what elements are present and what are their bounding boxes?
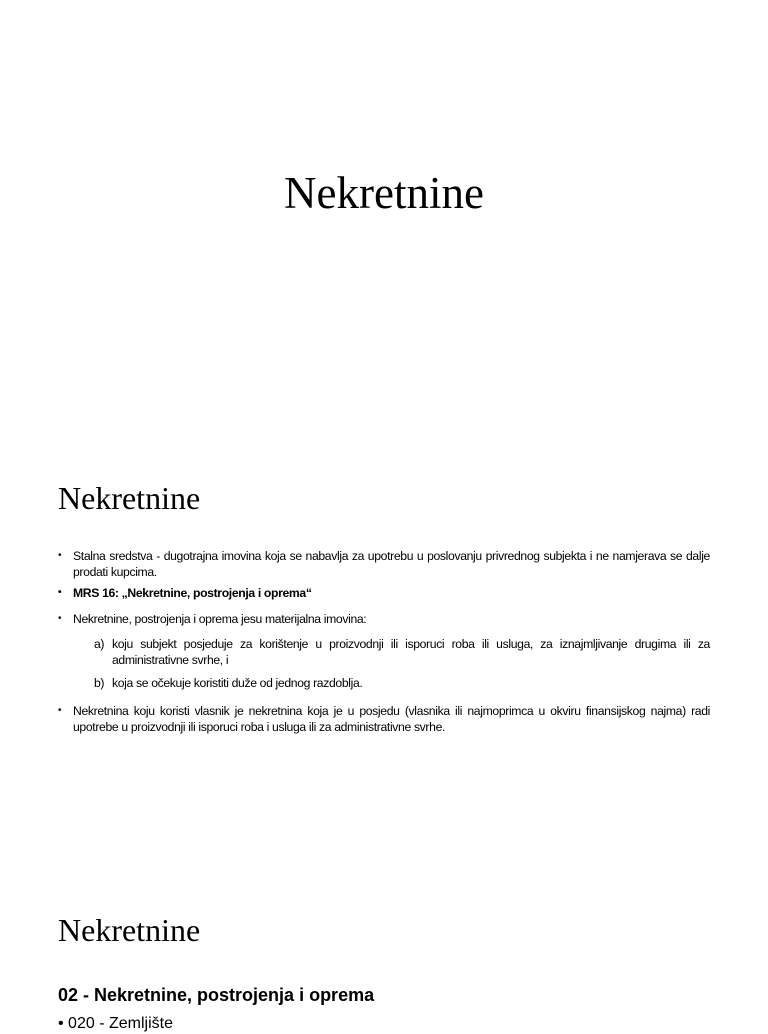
bullet-dot-icon: • [58,550,62,561]
item-letter: a) [94,637,105,651]
content-slide-partial [0,864,768,1032]
section-title: 02 - Nekretnine, postrojenja i oprema [58,985,375,1005]
item-text: koja se očekuje koristiti duže od jednog razdoblja. [112,676,363,690]
bullet-text: Nekretnina koju koristi vlasnik je nekretnina koja je u posjedu (vlasnika ili najmoprimca u okviru finansijskog najma) radi upotrebe u proizvodnji ili isporuci roba i usluga ili za administrativne svrhe. [73,704,710,734]
slide-body [58,548,710,735]
lettered-list [58,636,710,691]
lettered-item [94,675,710,691]
slide-title: Nekretnine [284,168,484,218]
bullet-text: MRS 16: „Nekretnine, postrojenja i oprema“ [73,586,312,600]
title-slide [0,0,768,432]
content-slide [0,432,768,864]
bullet-item [58,611,710,627]
bullet-item [58,703,710,735]
item-letter: b) [94,676,105,690]
bullet-dot-icon: • [58,705,62,716]
bullet-item [58,548,710,580]
bullet-text: Stalna sredstva - dugotrajna imovina koja se nabavlja za upotrebu u poslovanju privrednog subjekta i ne namjerava se dalje prodati kupcima. [73,549,710,579]
bullet-dot-icon: • [58,613,62,624]
list-item: • 020 - Zemljište [58,1015,173,1032]
bullet-dot-icon: • [58,587,62,598]
slide-heading: Nekretnine [58,480,201,516]
lettered-item [94,636,710,668]
bullet-item [58,585,710,601]
slide-heading: Nekretnine [58,912,201,948]
bullet-text: Nekretnine, postrojenja i oprema jesu materijalna imovina: [73,612,367,626]
item-text: koju subjekt posjeduje za korištenje u proizvodnji ili isporuci roba ili usluga, za iznajmljivanje drugima ili za administrativne svrhe, i [112,637,710,667]
